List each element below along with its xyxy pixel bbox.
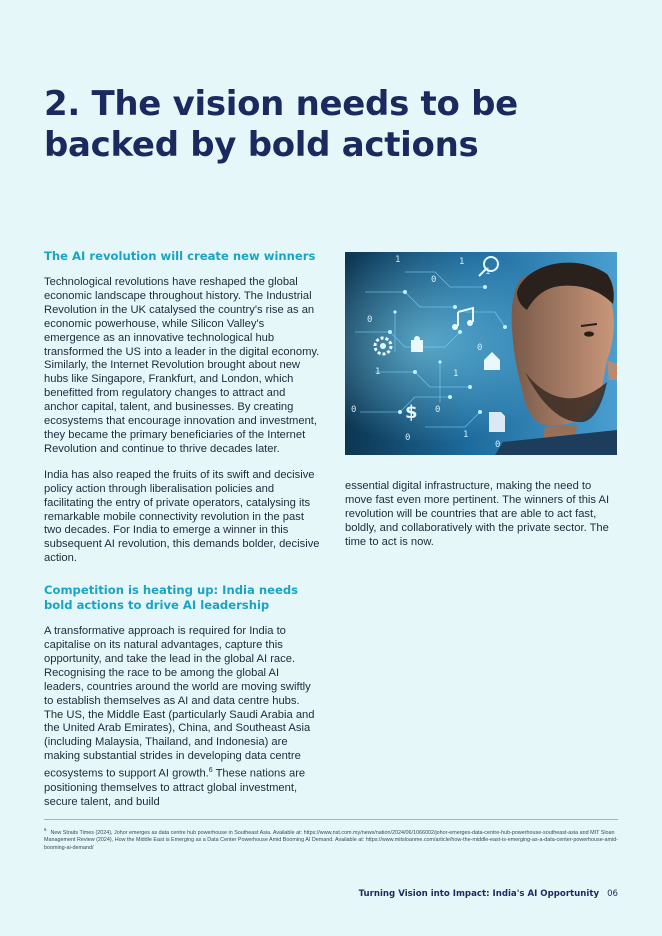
- hero-digit: 1: [395, 255, 401, 265]
- page-footer: [359, 889, 618, 899]
- paragraph-transformative-approach: [44, 625, 320, 810]
- section-heading-competition: Competition is heating up: India needs bold actions to drive AI leadership: [44, 583, 299, 613]
- hero-digit: 1: [453, 369, 459, 379]
- hero-digit: 1: [459, 257, 465, 267]
- right-column: [345, 480, 617, 562]
- page-number: 06: [607, 889, 618, 899]
- footnote-divider: [44, 819, 618, 820]
- paragraph-main-text: A transformative approach is required for India to capitalise on its natural advantages, capture this opportunity, and take the lead in the global AI race. Recognising the race to be among the global AI leaders, countries around the world are moving swiftly to establish themselves as AI and data centre hubs. The US, the Middle East (particularly Saudi Arabia and the United Arab Emirates), China, and Southeast Asia (including Malaysia, Thailand, and Indonesia) are making substantial strides in developing data centre ecosystems to support AI growth.: [44, 625, 315, 780]
- hero-digit: 0: [431, 275, 437, 285]
- hero-digit: 1: [485, 267, 491, 277]
- footnote-number: 6: [44, 827, 47, 832]
- paragraph-tail-text: These nations are positioning themselves to attract global investment, secure talent, and build: [44, 767, 306, 808]
- paragraph-technological-revolutions: Technological revolutions have reshaped the global economic landscape throughout history. The Industrial Revolution in the UK catalysed the country's rise as an economic powerhouse, while Silicon Valley's emergence as an innovative technological hub transformed the US into a leader in the digital economy. Similarly, the Internet Revolution brought about new hubs like Singapore, Frankfurt, and London, which benefitted from regulatory changes to attract and anchor capital, talent, and businesses. By creating ecosystems that encourage innovation and investment, they became the primary beneficiaries of the Internet Revolution and continue to thrive decades later.: [44, 276, 320, 455]
- footer-label: Turning Vision into Impact: India's AI Opportunity: [358, 889, 600, 899]
- footnote: [44, 826, 618, 853]
- section-heading-ai-revolution: The AI revolution will create new winners: [44, 249, 316, 263]
- hero-digit: 0: [477, 343, 483, 353]
- dollar-icon: [405, 402, 418, 423]
- footnote-text: New Straits Times (2024), Johor emerges as data centre hub powerhouse in Southeast Asia. Available at: https://www.nst.com.my/news/nation/2024/06/1066002/johor-emerges-data-centre-hub-powerhouse-southeast-asia and MIT Sloan Management Review (2024), How the Middle East is Emerging as a Data Center Powerhouse Amid Booming AI Demand. Available at: https://www.mitsloanme.com/article/how-the-middle-east-is-emerging-as-a-data-center-powerhouse-amid-booming-ai-demand/: [44, 829, 618, 851]
- hero-digit: 0: [405, 433, 411, 443]
- hero-illustration: [345, 252, 617, 455]
- paragraph-india-reaped: India has also reaped the fruits of its swift and decisive policy action through liberalisation policies and facilitating the entry of private operators, catalysing its remarkable mobile connectivity revolution in the past two decades. For India to emerge a winner in this subsequent AI revolution, this demands bolder, decisive action.: [44, 468, 320, 565]
- paragraph-continuation: essential digital infrastructure, making the need to move fast even more pertinent. The winners of this AI revolution will be countries that are able to act fast, boldly, and collaboratively with the private sector. The time to act is now.: [345, 480, 610, 548]
- hero-digit: 0: [351, 405, 357, 415]
- hero-digit: 0: [435, 405, 441, 415]
- page-title: 2. The vision needs to be backed by bold actions: [44, 84, 518, 165]
- svg-text:$: $: [405, 402, 418, 423]
- document-icon: [489, 412, 505, 432]
- footnote-reference[interactable]: 6: [208, 767, 213, 775]
- hero-digit: 1: [463, 430, 469, 440]
- hero-digit: 0: [367, 315, 373, 325]
- hero-digit: 1: [375, 367, 381, 377]
- left-column: [44, 249, 320, 822]
- hero-digit: 0: [495, 440, 501, 450]
- hero-image-ai-head: [345, 252, 617, 455]
